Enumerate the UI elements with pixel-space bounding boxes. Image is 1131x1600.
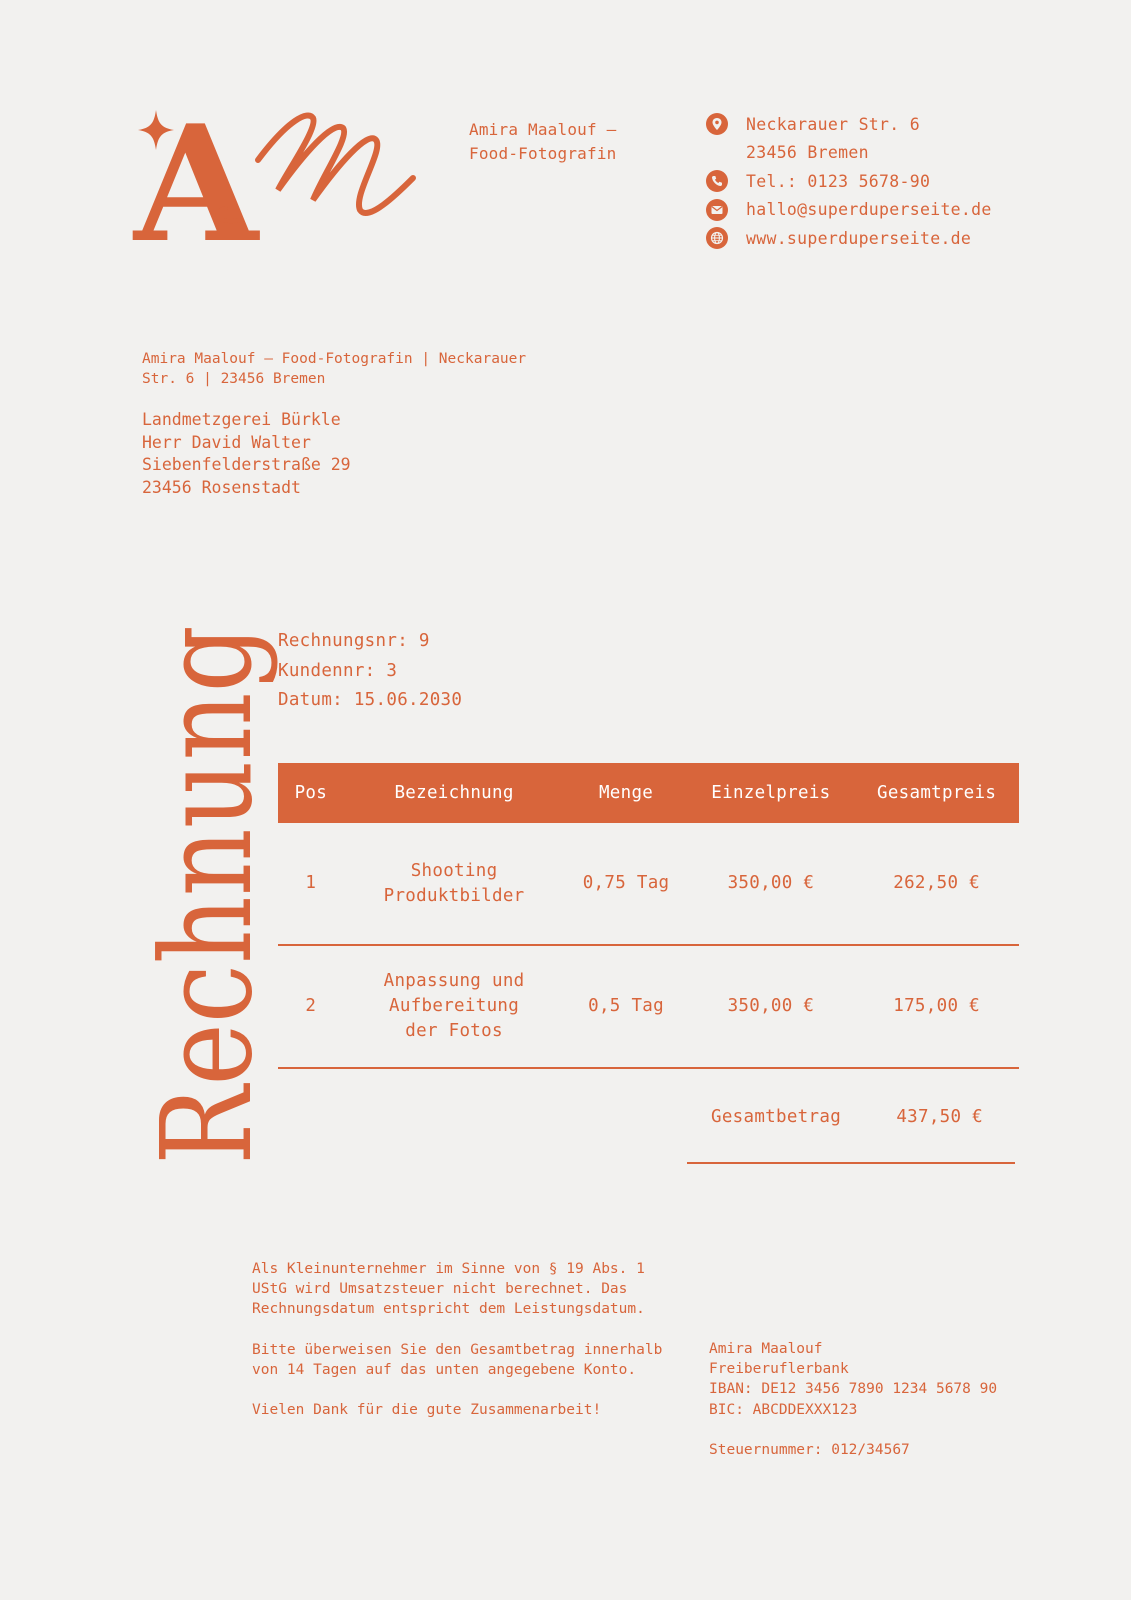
contact-website[interactable]: www.superduperseite.de xyxy=(706,224,992,253)
contact-phone[interactable]: Tel.: 0123 5678-90 xyxy=(706,167,992,196)
cell-total-price: 175,00 € xyxy=(854,945,1019,1068)
logo-script-m xyxy=(258,115,413,213)
header-quantity: Menge xyxy=(565,763,688,823)
cell-description: Shooting Produktbilder xyxy=(344,823,565,945)
bank-details xyxy=(709,1339,997,1460)
invoice-date: Datum: 15.06.2030 xyxy=(278,690,463,710)
cell-pos: 1 xyxy=(278,823,344,945)
cell-description: Anpassung und Aufbereitung der Fotos xyxy=(344,945,565,1068)
globe-icon xyxy=(706,227,728,249)
cell-unit-price: 350,00 € xyxy=(688,945,855,1068)
contact-address-city: 23456 Bremen xyxy=(746,143,869,163)
table-row xyxy=(278,823,1019,945)
bic: BIC: ABCDDEXXX123 xyxy=(709,1401,858,1418)
account-holder: Amira Maalouf xyxy=(709,1341,823,1357)
header-total-price: Gesamtpreis xyxy=(854,763,1019,823)
total-label: Gesamtbetrag xyxy=(711,1107,842,1127)
mail-icon xyxy=(706,199,728,221)
total-value: 437,50 € xyxy=(896,1107,983,1127)
customer-number: Kundennr: 3 xyxy=(278,660,398,681)
items-table xyxy=(278,763,1019,1069)
location-icon xyxy=(706,113,728,135)
total-amount xyxy=(687,1098,1015,1164)
logo-letter-a: A xyxy=(133,90,259,278)
cell-quantity: 0,75 Tag xyxy=(565,823,688,945)
tax-number: Steuernummer: 012/34567 xyxy=(709,1442,910,1458)
invoice-meta xyxy=(278,627,462,716)
document-title xyxy=(132,524,280,1170)
cell-pos: 2 xyxy=(278,945,344,1068)
payment-notes xyxy=(252,1259,672,1441)
recipient-contact: Herr David Walter xyxy=(142,432,311,452)
table-row xyxy=(278,945,1019,1068)
table-header-row xyxy=(278,763,1019,823)
thank-you-note: Vielen Dank für die gute Zusammenarbeit! xyxy=(252,1402,602,1419)
contact-list xyxy=(706,110,992,253)
header-description: Bezeichnung xyxy=(344,763,565,823)
phone-icon xyxy=(706,170,728,192)
cell-quantity: 0,5 Tag xyxy=(565,945,688,1068)
cell-total-price: 262,50 € xyxy=(854,823,1019,945)
invoice-number: Rechnungsnr: 9 xyxy=(278,631,430,651)
contact-address-street: Neckarauer Str. 6 xyxy=(706,110,992,139)
recipient-city: 23456 Rosenstadt xyxy=(142,477,301,497)
header-name: Amira Maalouf – Food-Fotografin xyxy=(469,120,617,163)
payment-terms: Bitte überweisen Sie den Gesamtbetrag innerhalb von 14 Tagen auf das unten angegebene Konto. xyxy=(252,1341,663,1378)
recipient-address xyxy=(142,409,351,499)
recipient-street: Siebenfelderstraße 29 xyxy=(142,455,351,474)
contact-email[interactable]: hallo@superduperseite.de xyxy=(706,196,992,225)
brand-logo xyxy=(133,90,418,278)
header-pos: Pos xyxy=(278,763,344,823)
cell-unit-price: 350,00 € xyxy=(688,823,855,945)
title-text: Rechnung xyxy=(135,524,280,1165)
header-unit-price: Einzelpreis xyxy=(688,763,855,823)
recipient-company: Landmetzgerei Bürkle xyxy=(142,410,341,429)
iban: IBAN: DE12 3456 7890 1234 5678 90 xyxy=(709,1381,998,1398)
tax-note: Als Kleinunternehmer im Sinne von § 19 Abs. 1 UStG wird Umsatzsteuer nicht berechnet. Das Rechnungsdatum entspricht dem Leistungsdatum. xyxy=(252,1261,645,1318)
sender-line: Amira Maalouf – Food-Fotografin | Neckarauer Str. 6 | 23456 Bremen xyxy=(142,351,527,387)
bank-name: Freiberuflerbank xyxy=(709,1361,849,1378)
